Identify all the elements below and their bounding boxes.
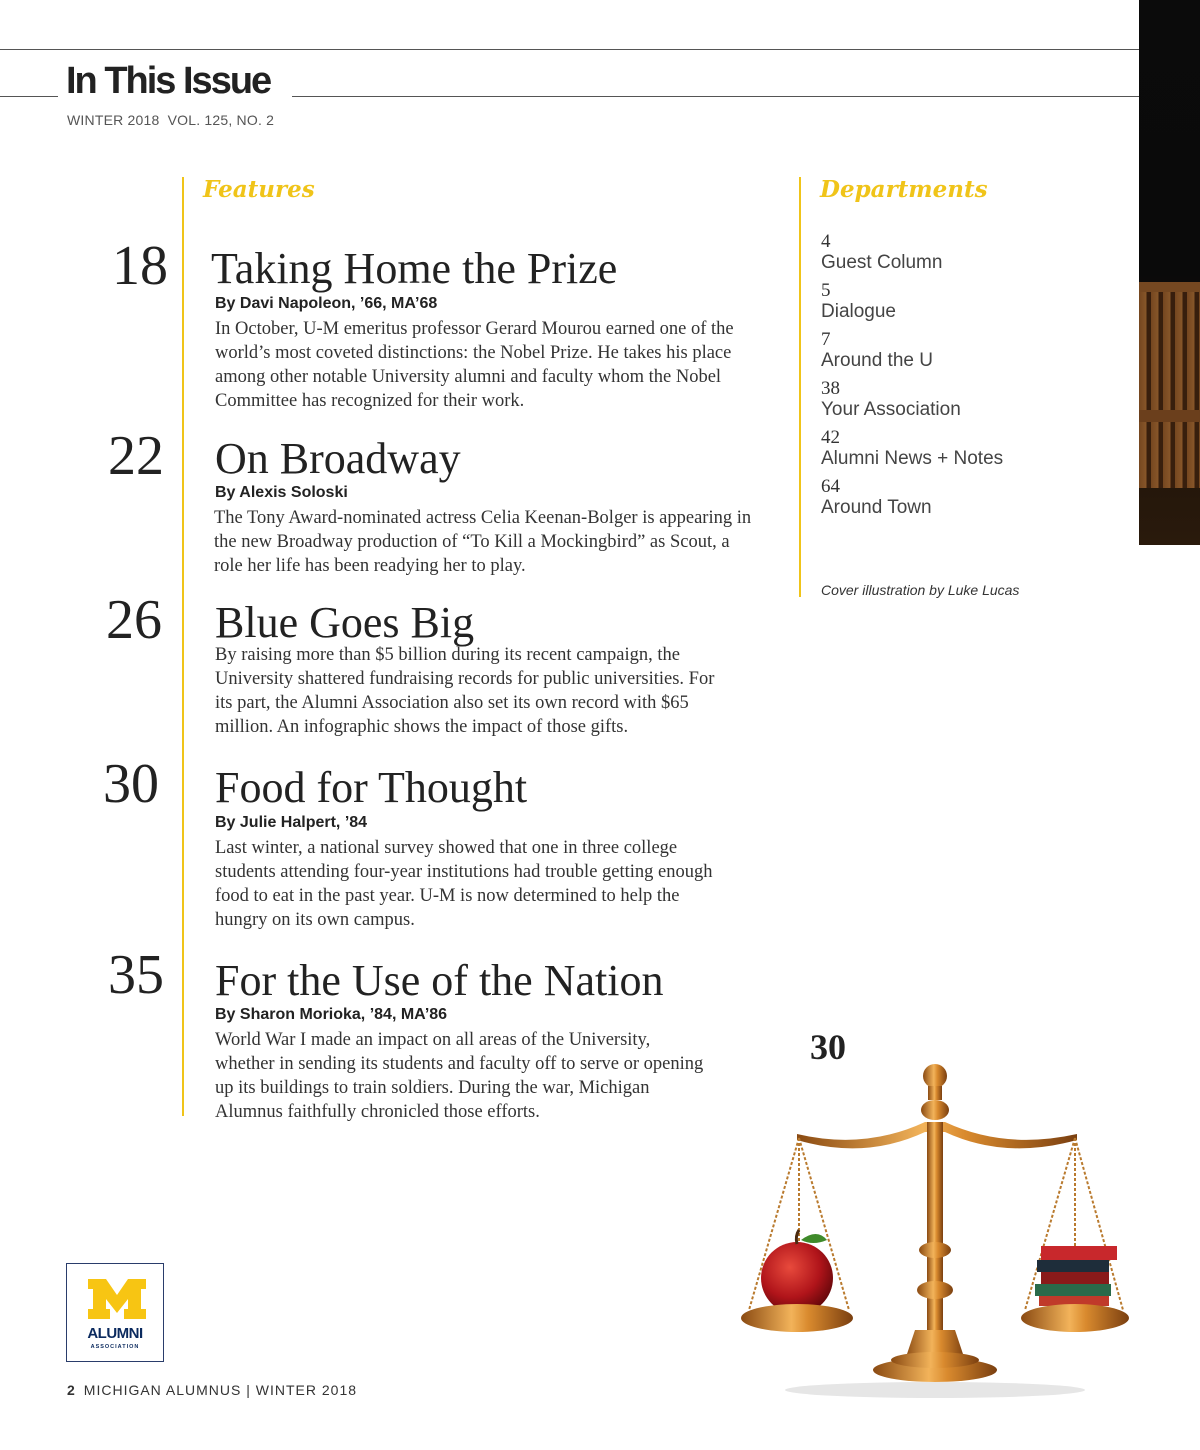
- feature-page-number: 18: [112, 235, 168, 297]
- department-item[interactable]: [821, 477, 932, 519]
- features-heading: Features: [203, 176, 315, 203]
- feature-description: By raising more than $5 billion during its recent campaign, the University shattered fundraising records for public universities. For its part, the Alumni Association also set its own record with $65 million. An infographic shows the impact of those gifts.: [215, 645, 715, 737]
- issue-line: WINTER 2018 VOL. 125, NO. 2: [67, 112, 275, 128]
- feature-byline: By Alexis Soloski: [215, 484, 348, 501]
- chair-rail: [1139, 410, 1200, 422]
- scales-icon: [735, 1060, 1135, 1405]
- department-page-number: 42: [821, 427, 840, 448]
- feature-description: World War I made an impact on all areas of the University, whether in sending its students and faculty off to serve or opening up its buildings to train soldiers. During the war, Michigan Alumnus faithfully chronicled those efforts.: [215, 1030, 704, 1122]
- block-m-icon: [88, 1279, 146, 1319]
- department-page-number: 4: [821, 231, 831, 252]
- chair-image: [1139, 282, 1200, 488]
- feature-page-number: 30: [103, 753, 159, 815]
- department-item[interactable]: [821, 330, 933, 372]
- department-label: Guest Column: [821, 252, 943, 273]
- department-label: Dialogue: [821, 301, 896, 322]
- title-rule-left: [0, 96, 58, 97]
- department-label: Around Town: [821, 497, 932, 518]
- department-label: Your Association: [821, 399, 961, 420]
- feature-byline: By Julie Halpert, ’84: [215, 814, 368, 831]
- department-label: Alumni News + Notes: [821, 448, 1004, 469]
- department-page-number: 7: [821, 329, 831, 350]
- top-rule: [0, 49, 1140, 50]
- department-label: Around the U: [821, 350, 933, 371]
- feature-title: Food for Thought: [215, 763, 528, 812]
- feature-description: The Tony Award-nominated actress Celia Keenan-Bolger is appearing in the new Broadway production of “To Kill a Mockingbird” as Scout, a role her life has been readying her to play.: [214, 508, 752, 576]
- department-item[interactable]: [821, 232, 942, 274]
- department-item[interactable]: [821, 281, 896, 323]
- alumni-association-logo[interactable]: [66, 1263, 164, 1362]
- feature-title: Taking Home the Prize: [211, 244, 618, 293]
- feature-page-number: 22: [108, 425, 164, 487]
- feature-page-number: 26: [106, 589, 162, 651]
- feature-page-number: 35: [108, 944, 164, 1006]
- page-footer: [67, 1382, 357, 1398]
- footer-text: MICHIGAN ALUMNUS | WINTER 2018: [83, 1382, 358, 1398]
- feature-description: In October, U-M emeritus professor Gerard Mourou earned one of the world’s most coveted distinctions: the Nobel Prize. He takes his place among other notable University alumni and faculty whom the Nobel Committee has recognized for their work.: [215, 319, 734, 411]
- features-rule: [182, 177, 184, 1116]
- department-page-number: 64: [821, 476, 840, 497]
- department-item[interactable]: [821, 379, 961, 421]
- feature-title: On Broadway: [215, 434, 461, 483]
- feature-byline: By Davi Napoleon, ’66, MA’68: [215, 295, 438, 312]
- cover-credit: Cover illustration by Luke Lucas: [821, 582, 1020, 598]
- page-title: In This Issue: [66, 60, 271, 102]
- logo-subtext: ASSOCIATION: [90, 1344, 140, 1350]
- feature-description: Last winter, a national survey showed that one in three college students attending four-year institutions had trouble getting enough food to eat in the past year. U-M is now determined to help the hungry on its own campus.: [215, 838, 713, 930]
- department-item[interactable]: [821, 428, 1003, 470]
- illustration-page-ref[interactable]: 30: [810, 1027, 846, 1067]
- page-number: 2: [67, 1382, 76, 1398]
- feature-title: For the Use of the Nation: [215, 956, 664, 1005]
- department-page-number: 38: [821, 378, 840, 399]
- departments-rule: [799, 177, 801, 597]
- departments-heading: Departments: [820, 176, 988, 203]
- logo-text: ALUMNI: [87, 1325, 143, 1342]
- feature-title: Blue Goes Big: [215, 598, 475, 647]
- department-page-number: 5: [821, 280, 831, 301]
- title-rule-right: [292, 96, 1140, 97]
- feature-byline: By Sharon Morioka, ’84, MA’86: [215, 1006, 448, 1023]
